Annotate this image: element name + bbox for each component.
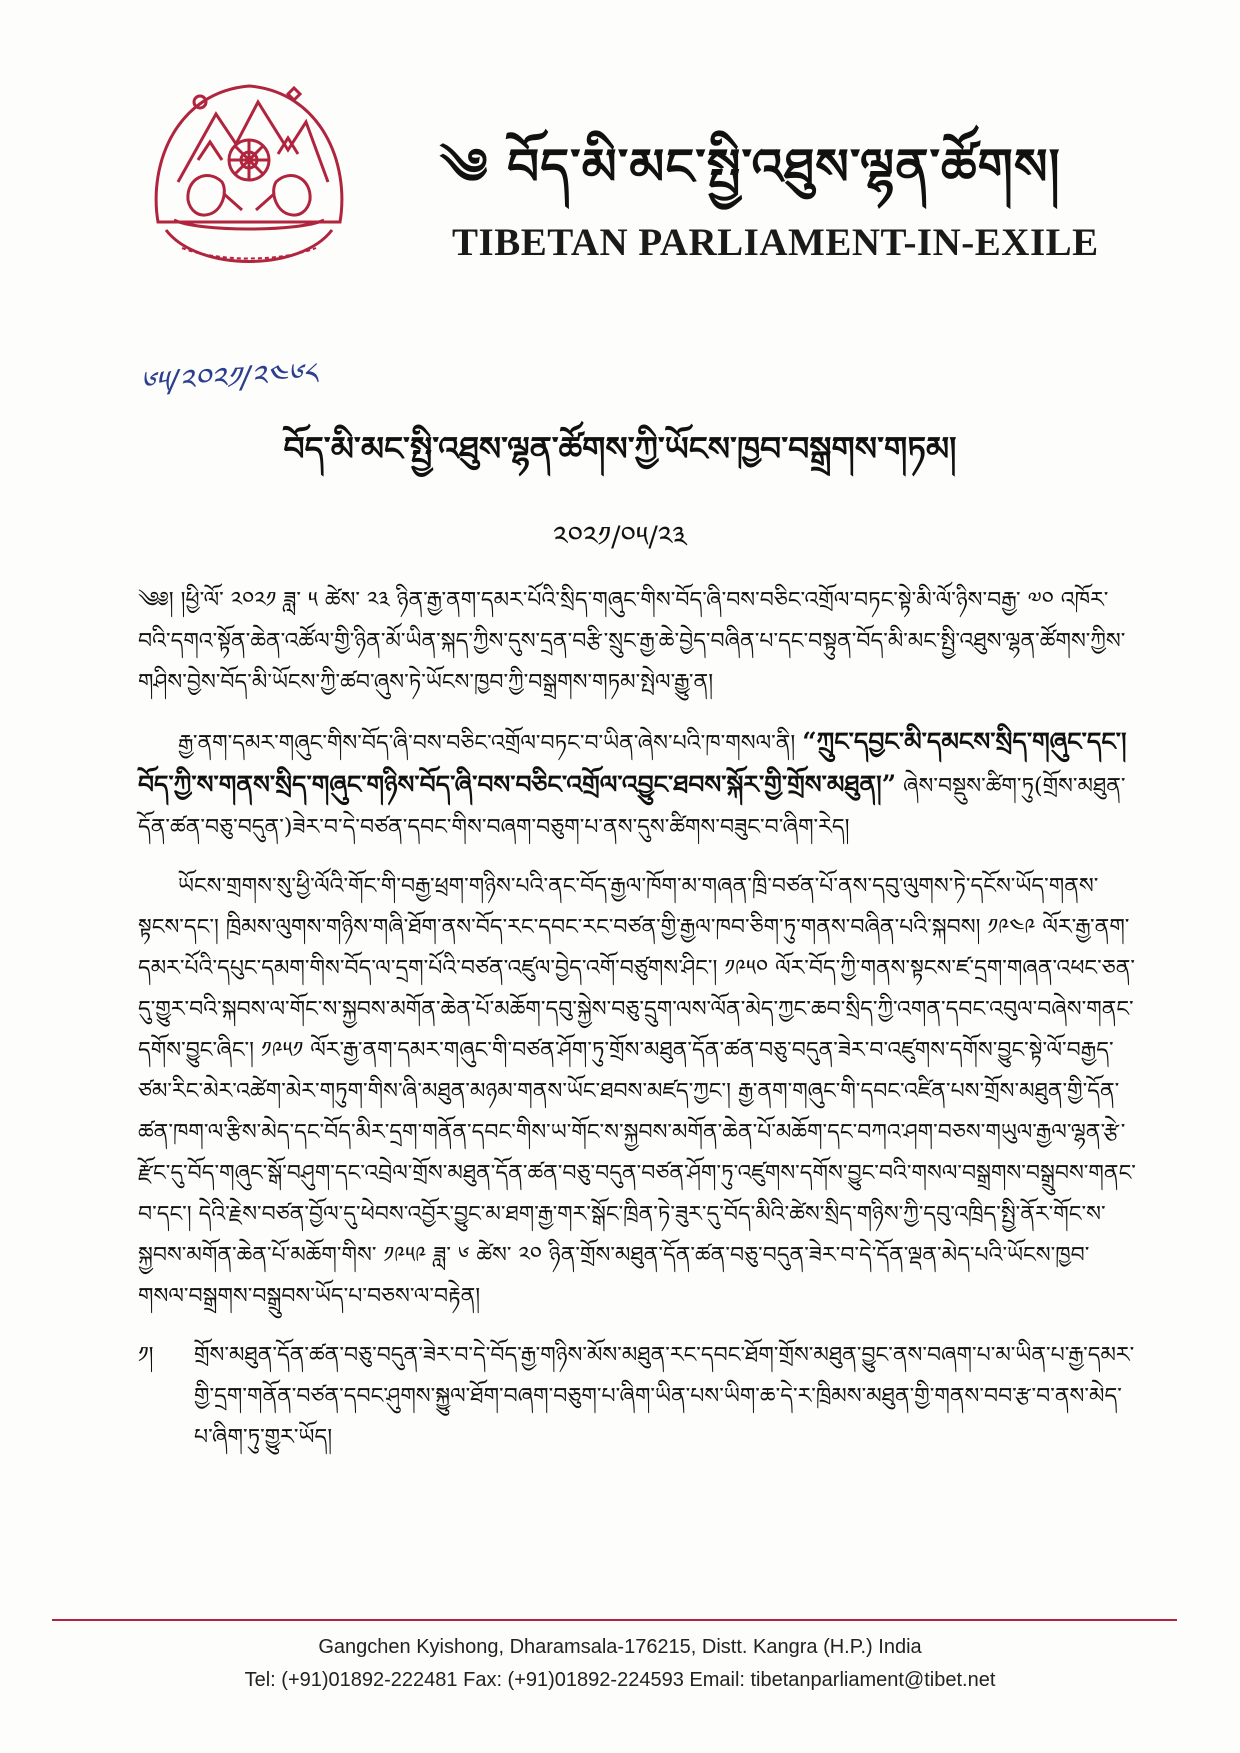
list-item-text: གྲོས་མཐུན་དོན་ཚན་བཅུ་བདུན་ཟེར་བ་དེ་བོད་རྒྱ་གཉིས་མོས་མཐུན་རང་དབང་ཐོག་གྲོས་མཐུན་བྱུང་ནས་བཞག་པ་མ་ཡིན་པ་རྒྱ་དམར་གྱི་དྲག་གནོན་བཙན་དབང་ཤུགས་སྐྱུལ་ཐོག་བཞག་བཅུག་པ་ཞིག་ཡིན་པས་ཡིག་ཆ་དེ་ར་ཁྲིམས་མཐུན་གྱི་གནས་བབ་རྩ་བ་ནས་མེད་པ་ཞིག་ཏུ་གྱུར་ཡོད། xyxy=(194,1343,1135,1450)
document-date: ༢༠༢༡/༠༥/༢༣ xyxy=(553,520,687,553)
footer-contact: Tel: (+91)01892-222481 Fax: (+91)01892-224593 Email: tibetanparliament@tibet.net xyxy=(244,1669,996,1691)
agreement-name: “ཀྲུང་དབྱང་མི་དམངས་སྲིད་གཞུང་དང་། བོད་ཀྱི་ས་གནས་སྲིད་གཞུང་གཉིས་བོད་ཞི་བས་བཅིང་འགྲོལ་འབྱུང་ཐབས་སྐོར་གྱི་གྲོས་མཐུན།” xyxy=(138,727,1127,799)
list-item-number: ༡། xyxy=(138,1343,154,1368)
paragraph-2-prefix: རྒྱ་ནག་དམར་གཞུང་གིས་བོད་ཞི་བས་བཅིང་འགྲོལ་བཏང་བ་ཡིན་ཞེས་པའི་ཁ་གསལ་ནི། xyxy=(178,731,803,756)
paragraph-3: ཡོངས་གྲགས་སུ་ཕྱི་ལོའི་གོང་གི་བརྒྱ་ཕྲག་གཉིས་པའི་ནང་བོད་རྒྱལ་ཁོག་མ་གཞན་ཁྲི་བཙན་པོ་ནས་དབུ་ལུགས་ཏེ་དངོས་ཡོད་གནས་སྟངས་དང་། ཁྲིམས་ལུགས་གཉིས་གཞི་ཐོག་ནས་བོད་རང་དབང་རང་བཙན་གྱི་རྒྱལ་ཁབ་ཅིག་ཏུ་གནས་བཞིན་པའི་སྐབས། ༡༩༤༩ ལོར་རྒྱ་ནག་དམར་པོའི་དཔུང་དམག་གིས་བོད་ལ་དྲག་པོའི་བཙན་འཛུལ་བྱེད་འགོ་བཙུགས་ཤིང་། ༡༩༥༠ ལོར་བོད་ཀྱི་གནས་སྟངས་ཛ་དྲག་གཞན་འཕང་ཅན་དུ་གྱུར་བའི་སྐབས་ལ་གོང་ས་སྐྱབས་མགོན་ཆེན་པོ་མཆོག་དབུ་སྐྱེས་བཅུ་དྲུག་ལས་ལོན་མེད་ཀྱང་ཆབ་སྲིད་ཀྱི་འགན་དབང་འབུལ་བཞེས་གནང་དགོས་བྱུང་ཞིང་། ༡༩༥༡ ལོར་རྒྱ་ནག་དམར་གཞུང་གི་བཙན་ཤོག་ཏུ་གྲོས་མཐུན་དོན་ཚན་བཅུ་བདུན་ཟེར་བ་འཛུགས་དགོས་བྱུང་སྟེ་ལོ་བརྒྱད་ཙམ་རིང་མེར་འཚེག་མེར་གཏུག་གིས་ཞི་མཐུན་མཉམ་གནས་ཡོང་ཐབས་མཛད་ཀྱང་། རྒྱ་ནག་གཞུང་གི་དབང་འཛིན་པས་གྲོས་མཐུན་གྱི་དོན་ཚན་ཁག་ལ་རྩིས་མེད་དང་བོད་མིར་དྲག་གནོན་དབང་གིས་ཡ་གོང་ས་སྐྱབས་མགོན་ཆེན་པོ་མཆོག་དང་བཀའ་ཤག་བཅས་གཡུལ་རྒྱལ་ལྷན་རྩེ་རྫོང་དུ་བོད་གཞུང་སྒོ་བཤུག་དང་འབྲེལ་གྲོས་མཐུན་དོན་ཚན་བཅུ་བདུན་བཙན་ཤོག་ཏུ་འཛུགས་དགོས་བྱུང་བའི་གསལ་བསྒྲགས་བསྒྲུབས་གནང་བ་དང་། དེའི་རྗེས་བཙན་བྱོལ་དུ་ཕེབས་འབྱོར་བྱུང་མ་ཐག་རྒྱ་གར་སྒོང་ཁྲིན་ཏེ་ཟུར་དུ་བོད་མིའི་ཚེས་སྲིད་གཉིས་ཀྱི་དབུ་འཁྲིད་སྤྱི་ནོར་གོང་ས་སྐྱབས་མགོན་ཆེན་པོ་མཆོག་གིས་ ༡༩༥༩ ཟླ་ ༦ ཚེས་ ༢༠ ཉིན་གྲོས་མཐུན་དོན་ཚན་བཅུ་བདུན་ཟེར་བ་དེ་དོན་ལྡན་མེད་པའི་ཡོངས་ཁྱབ་གསལ་བསྒྲགས་བསྒྲུབས་ཡོད་པ་བཅས་ལ་བརྟེན། xyxy=(138,874,1136,1309)
org-name-english: TIBETAN PARLIAMENT-IN-EXILE xyxy=(452,221,1099,264)
paragraph-2 xyxy=(138,721,1138,848)
reference-number: ༦༥/༢༠༢༡/༢༤༦༨ xyxy=(138,356,319,401)
list-item-1 xyxy=(138,1335,1138,1458)
footer-divider xyxy=(52,1619,1177,1621)
document-title: བོད་མི་མང་སྤྱི་འཐུས་ལྷན་ཚོགས་ཀྱི་ཡོངས་ཁྱབ་བསྒྲགས་གཏམ། xyxy=(283,429,957,468)
footer-address: Gangchen Kyishong, Dharamsala-176215, Distt. Kangra (H.P.) India xyxy=(318,1636,922,1658)
org-name-tibetan: ༄ བོད་མི་མང་སྤྱི་འཐུས་ལྷན་ཚོགས། xyxy=(440,137,1061,196)
document-body xyxy=(138,580,1138,1458)
paragraph-2-suffix: ཞེས་བསྡུས་ཚིག་ཏུ(གྲོས་མཐུན་དོན་ཚན་བཅུ་བདུན་)ཟེར་བ་དེ་བཙན་དབང་གིས་བཞག་བཅུག་པ་ནས་དུས་ཚིགས་བཟུང་བ་ཞིག་རེད། xyxy=(138,774,1126,840)
paragraph-1: ༄༅། །ཕྱི་ལོ་ ༢༠༢༡ ཟླ་ ༥ ཚེས་ ༢༣ ཉིན་རྒྱ་ནག་དམར་པོའི་སྲིད་གཞུང་གིས་བོད་ཞི་བས་བཅིང་འགྲོལ་བཏང་སྟེ་མི་ལོ་ཉིས་བརྒྱ་ ༧༠ འཁོར་བའི་དགའ་སྟོན་ཆེན་འཚོལ་གྱི་ཉིན་མོ་ཡིན་སྐད་ཀྱིས་དུས་དྲན་བརྩི་སྲུང་རྒྱ་ཆེ་བྱེད་བཞིན་པ་དང་བསྟུན་བོད་མི་མང་སྤྱི་འཐུས་ལྷན་ཚོགས་ཀྱིས་གཤིས་བྱེས་བོད་མི་ཡོངས་ཀྱི་ཚབ་ཞུས་ཏེ་ཡོངས་ཁྱབ་ཀྱི་བསྒྲགས་གཏམ་སྤེལ་རྒྱུ་ན། xyxy=(138,588,1126,695)
parliament-emblem-icon xyxy=(138,72,360,284)
